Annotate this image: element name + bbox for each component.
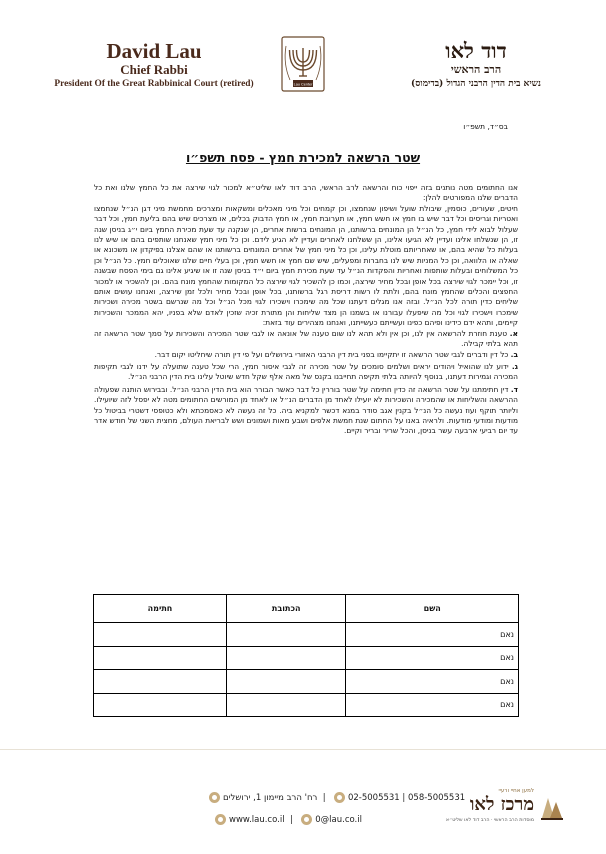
hebrew-header — [382, 40, 570, 91]
clause-d-label: ד. — [510, 384, 518, 394]
name-cell[interactable]: נאם — [346, 646, 519, 670]
clause-g — [94, 362, 518, 383]
hebrew-name: דוד לאו — [445, 38, 507, 63]
address-text: רח' הרב מיימון 1, ירושלים — [223, 793, 318, 803]
address-cell[interactable] — [226, 623, 345, 647]
signature-cell[interactable] — [94, 646, 227, 670]
footer-web-line: www.lau.co.il | 0@lau.co.il — [212, 814, 362, 825]
english-title: Chief Rabbi — [120, 62, 188, 77]
location-pin-icon — [209, 792, 220, 803]
footer-divider — [0, 749, 606, 750]
table-row — [94, 693, 519, 717]
phone-text: 058-5005531 | 02-5005531 — [347, 793, 466, 803]
english-header — [36, 40, 272, 91]
address-cell[interactable] — [226, 693, 345, 717]
hebrew-title: הרב הראשי — [450, 63, 502, 76]
letterhead — [0, 0, 606, 110]
address-cell[interactable] — [226, 646, 345, 670]
clause-d-text: דין חתימתנו על שטר הרשאה זה כדין חתימה על שטר בוררין כל דבר כאשר הבורר הוא בית הדין הרבני הנ״ל. ובבירוש הותנה שפעולה ההרשאה והשליחות או שהמכירה והשכירות לא יועילו לאחד מן הדברים הנ״ל או לאחד מן המורשים החתומים מטה לא יפסל לזה שיועילו. — [94, 384, 518, 405]
clause-b-label: ב. — [510, 349, 518, 359]
footer — [0, 770, 606, 830]
brand-subtitle: מוסדות הרב הראשי · הרב דוד לאו שליט״א — [445, 818, 534, 823]
hebrew-role: נשיא בית הדין הרבני הגדול (בדימוס) — [411, 79, 541, 89]
header-address: הכתובת — [226, 595, 345, 623]
phone-icon — [334, 792, 345, 803]
intro-paragraph: אנו החתומים מטה נותנים בזה ייפוי כוח והרשאה לרב הראשי, הרב דוד לאו שליט״א למכור לגוי שירצה את כל החמץ שלנו ואת כל הדברים שלנו המפורטים להלן: — [94, 183, 518, 203]
table-row — [94, 670, 519, 694]
english-name: David Lau — [106, 39, 202, 63]
clause-d — [94, 385, 518, 406]
table-row — [94, 646, 519, 670]
email-icon — [301, 814, 312, 825]
document-body — [94, 183, 518, 437]
items-paragraph: חיטים, שעורים, כוסמין, שיבולת שועל ושיפון שנחמצו, וכן קמחים וכל מיני מאכלים ומשקאות ומצרכים מחמשת מיני דגן הנ״ל שנחמצו ואטריות וגריסים וכל דבר שיש בו חמץ או חשש חמץ, או תערובת חמץ, או חמץ הדבוק בכלים, או מצרכים שיש בהם בליעת חמץ, וכל דבר שעלול לבוא לידי חמץ, כל הנ״ל הן המונחים ברשותנו, הן המונחים ברשות אחרים, הן שנקנה עד שעת מכירת החמץ ביום י״ג בניסן שנה זו, הן שנשלחו אלינו ועדיין לא הגיעו אלינו, הן ששלחנו לאחרים ועדיין לא הגיע לידם. וכן כל מיני חמץ שאנחנו שותפים בהם או שיש לנו בעלות כל שהיא בהם, או שאחריותם מוטלת עלינו, וכן כל מיני חמץ של אחרים המונחים ברשותנו או שהם אצלנו בפיקדון או משכונא או שאלה או הלוואה, וכן כל המניות שיש לנו בחברות ומפעלים, שיש שם חמץ או חשש חמץ, וכן בעלי חיים שלנו שאוכלים חמץ. כל הנ״ל וכן כל המשלוחים ובעלות שותפות ואחריות והפקדות הנ״ל עד שעת מכירת חמץ ביום י״ד בניסן שנה זו או שיגיע אלינו גם בימי הפסח שבשנה זו, וכל יימכר לגוי שירצה בכל אופן ובכל מחיר שירצה, וכמו כן להשכיר לגוי שירצה כל המקומות שהחמץ מונח בהם. וכן להשכיר או למכור החפצים והכלים שהחמץ מונח בהם, ולתת לו רשות דריסת רגל ברשותנו, בכל אופן ובכל מחיר ולכל זמן שירצה, ואנחנו עושים אותם שליחים כדין תורה לכל הנ״ל. ובזה אנו מגלים דעתנו שכל מה שימכרו וישכירו לגוי מכל הנ״ל וכל מה שנרשם בשטר מכירה ושכירות שימכרו וישכירו לגוי וכל מה שיפעלו עבורנו או בשמנו הן מצד שליחות והן מתורת זכיה שזכין לאדם שלא בפניו, יהא הממכר והשכירות קיימים, ותהא ידם כידינו ופיהם כפינו ועשייתם כעשייתנו, ואנחנו מצהירים עוד בזאת: — [94, 203, 518, 328]
brand-name: מרכז לאו — [469, 794, 534, 815]
table-row — [94, 623, 519, 647]
clause-g-text: ידוע לנו שהואיל ויהודים יראים ושלמים סומכים על שטר מכירה זה לגבי איסור חמץ, הרי שכל טענה שתועלה על ידנו לגבי תקיפות המכירה וגמירות דעתנו, בנוסף להיותה בלתי תקיפה תחייבנו בקנס של מאה אלף שקל חדש שיוטל עלינו בית הדין הרבני הנ״ל. — [94, 361, 518, 382]
document-title: שטר הרשאה למכירת חמץ - פסח תשפ״ו — [185, 150, 421, 165]
clause-b — [94, 350, 518, 360]
clause-a — [94, 329, 518, 350]
closing-paragraph: וליותר תוקף ועוז נעשה כל הנ״ל בקנין אגב סודר במנא דכשר למקניא ביה. כל זה נעשה לא כאסמכתא ולא כטופסי דשטרי בביטול כל מודעות ומודעי מודעות. ולראיה באנו על החתום שנת חמשת אלפים ושבע מאות ושמונים ושש לבריאת העולם, מחצית השני של חודש אדר עד יום רביעי ארבעה עשר בניסן, והכל שריר ובריר וקיים. — [94, 405, 518, 436]
clause-a-text: טענת חוזרת להרשאה אין לנו, וכן אין ולא תהא לנו שום טענה של אונאה או לגבי שטר המכירה והשכירות על סמך שטר הרשאה זה תהא בלתי קבילה. — [94, 328, 518, 349]
table-header-row — [94, 595, 519, 623]
signature-cell[interactable] — [94, 623, 227, 647]
footer-contact-line: 058-5005531 | 02-5005531 | רח' הרב מיימון 1, ירושלים — [206, 792, 465, 803]
brand-logo — [445, 788, 566, 832]
signature-table — [93, 594, 519, 717]
name-cell[interactable]: נאם — [346, 623, 519, 647]
name-cell[interactable]: נאם — [346, 693, 519, 717]
clause-g-label: ג. — [511, 361, 518, 371]
website-link[interactable]: www.lau.co.il — [229, 815, 285, 825]
english-role: President Of the Great Rabbinical Court (retired) — [54, 79, 254, 89]
lau-center-logo-icon — [538, 792, 566, 822]
header-name: השם — [346, 595, 519, 623]
name-cell[interactable]: נאם — [346, 670, 519, 694]
clause-b-text: כל דין ודברים לגבי שטר הרשאה זו יתקיימו בפני בית דין הרבני האזורי בירושלים ועל פי דין תורה שיחליטו יקום דבר. — [154, 349, 509, 359]
globe-icon — [215, 814, 226, 825]
emblem-caption: Lau Center — [293, 82, 313, 87]
signature-cell[interactable] — [94, 670, 227, 694]
address-cell[interactable] — [226, 670, 345, 694]
menorah-emblem-icon — [281, 36, 325, 92]
email-link[interactable]: 0@lau.co.il — [315, 815, 362, 825]
brand-tagline: למען אחיי ורעיי — [498, 788, 534, 794]
document-date: בס״ד, תשפ״ו — [463, 122, 508, 131]
clause-a-label: א. — [509, 328, 518, 338]
signature-cell[interactable] — [94, 693, 227, 717]
header-signature: חתימה — [94, 595, 227, 623]
